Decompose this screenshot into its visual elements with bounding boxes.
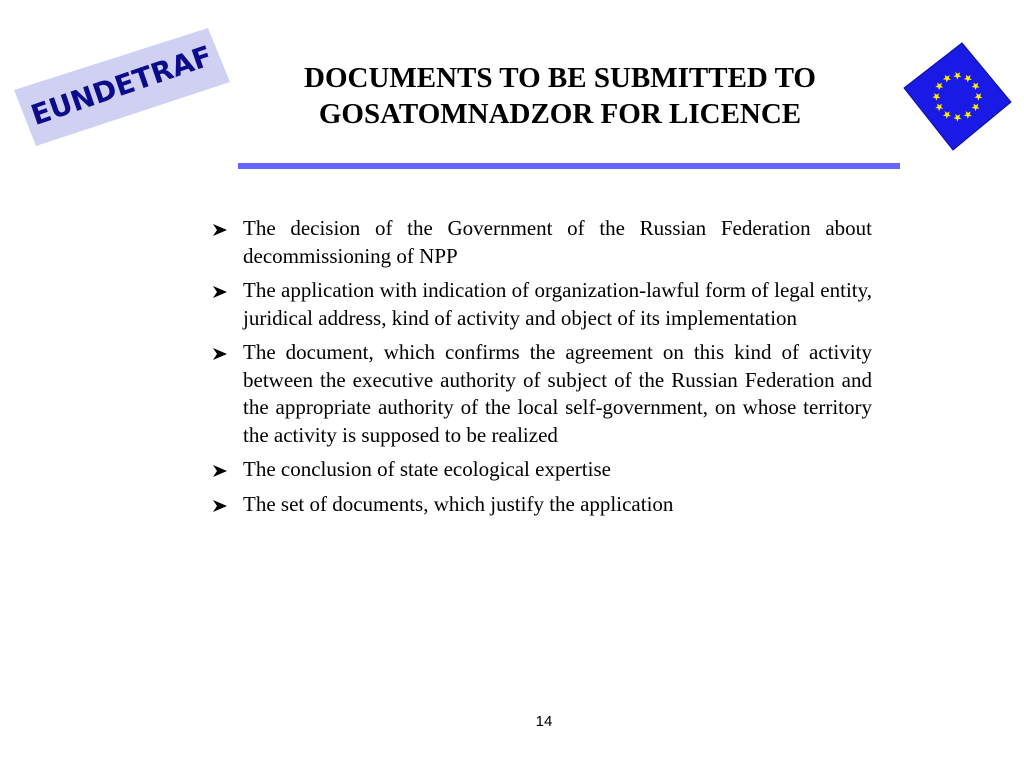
list-item-text: The document, which confirms the agreement on this kind of activity between the executive authority of subject of the Russian Federation and the appropriate authority of the local self-government, on whose territory the activity is supposed to be realized (243, 340, 872, 447)
arrowhead-bullet-icon (213, 465, 227, 477)
arrowhead-bullet-icon (213, 224, 227, 236)
logo-text: EUNDETRAF (26, 39, 217, 132)
arrowhead-bullet-icon (213, 500, 227, 512)
arrowhead-bullet-icon (213, 286, 227, 298)
list-item-text: The decision of the Government of the Russian Federation about decommissioning of NPP (243, 216, 872, 268)
title-line-1: DOCUMENTS TO BE SUBMITTED TO (304, 62, 816, 94)
eu-flag-icon (898, 40, 1018, 155)
list-item-text: The set of documents, which justify the application (243, 491, 674, 516)
title-underline (238, 163, 900, 169)
list-item (213, 215, 872, 270)
list-item-text: The conclusion of state ecological expertise (243, 457, 611, 481)
list-item (213, 491, 872, 519)
arrowhead-bullet-icon (213, 348, 227, 360)
title-line-2: GOSATOMNADZOR FOR LICENCE (318, 98, 802, 130)
list-item (213, 339, 872, 449)
page-title (240, 60, 880, 132)
list-item (213, 277, 872, 332)
eundetraf-logo (14, 28, 230, 146)
document-requirements-list (213, 215, 872, 525)
page-number: 14 (535, 713, 553, 730)
list-item (213, 456, 872, 484)
list-item-text: The application with indication of organization-lawful form of legal entity, juridical address, kind of activity and object of its implementation (243, 278, 872, 330)
